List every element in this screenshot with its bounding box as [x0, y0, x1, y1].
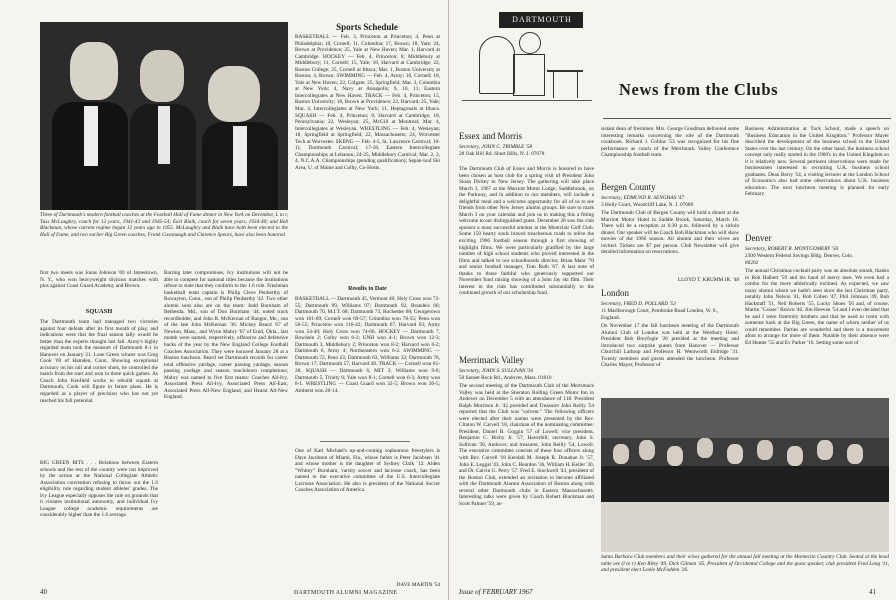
column3-signature: DAVE MARTIN '54 [396, 582, 440, 588]
essex-text: The Dartmouth Club of Essex and Morris is honored to have been chosen as host club for a spring visit of President John Sloan Dickey to New Jersey. The gathering will take place March 3, 1967 at the Marriott Motor Lodge, Saddlebrook, on the Parkway, and in addition to our members, will include a delightful meal and a welcome opportunity for all of us to see friends from other New Jersey alumni groups. Be sure to mark March 3 on your calendar and join us in making this a fitting welcome to our distinguished guest. December 28 saw the club sponsor a most successful smoker at the Montclair Golf Club. Some 150 hearty souls braved treacherous roads to relive the exciting 1966 football season through a first showing of highlight films. We were particularly gratified by the large number of high school students who proved interested in the films and talked to our schoolboards director, Brian Mahr '70 and senior football manager, Tom Ruth '67. A last note of thanks to those faithful who generously supported our November fund raising showing of a John Jay ski film. Their interest in the club has contributed substantially to the continued growth of our scholarship fund. [459, 166, 594, 297]
coaches-photo [40, 22, 288, 210]
column1-squash: The Dartmouth team had managed two victories against four defeats after its first month of play, and indications were that the final season tally would be better than the experts thought last fall. Army's highly regarded team took the measure of Dartmouth 8-1 in Hanover on January 21. Lone Green winner was Greg Cook '69 of Hamden, Conn. Showing exceptional accuracy on his rail and corner shots, he controlled the match from the start and won in three quick games. As Coach John Kenfield works to rebuild squash at Dartmouth, Cook will figure in future plans. He is regarded as a player of precision who has not yet reached his full potential. [40, 319, 158, 404]
left-footer-title: DARTMOUTH ALUMNI MAGAZINE [294, 590, 398, 596]
sports-schedule-title: Sports Schedule [336, 22, 398, 32]
merrimack-heading: Merrimack Valley [459, 355, 525, 365]
denver-secretary: Secretary, ROBERT R. MONTGOMERY '56 [745, 246, 839, 252]
essex-secretary: Secretary, JOHN C. TRIMBLE '58 [459, 144, 533, 150]
results-text: BASKETBALL — Dartmouth 45, Vermont 40; Holy Cross won 72-55; Dartmouth 99, Williams 97; Dartmouth 92, Brandeis 66; Dartmouth 70, M.I.T. 68; Dartmouth 73, Rochester 68; Georgetown won 101-69; Cornell won 69-57; Columbia won 78-55; Penn won 56-55; Princeton won 116-42; Dartmouth 67, Harvard 63; Army won 54-40; Holy Cross won 74-66. HOCKEY — Dartmouth 7, Bowdoin 2; Colby won 6-2; UNH won 4-1; Brown won 12-3; Dartmouth 3, Middlebury 2; Princeton won 8-2; Harvard won 6-2; Dartmouth 6, Army 4; Northeastern won 6-2. SWIMMING — Dartmouth 72, Penn 23; Dartmouth 63, Williams 32; Dartmouth 78, Brown 17; Dartmouth 57, Harvard 38. TRACK — Cornell won 81-28. SQUASH — Dartmouth 6, MIT 3; Williams won 9-0; Dartmouth 5, Trinity 0; Yale won 8-1; Cornell won 6-3; Army won 8-1. WRESTLING — Coast Guard won 32-5; Brown won 30-5; Amherst won 20-14. [295, 296, 440, 394]
merrimack-text: The second meeting of the Dartmouth Club of the Merrimack Valley was held at the Sheraton Rolling Green Motor Inn in Andover on December 5 with an attendance of 118. President Ralph Morrison Jr. '42 presided and Treasurer John Reilly '54 reported that the Club was "solvent." The following officers were elected after their names were presented by the Rev. Clinton W. Carvell '18, chairman of the nominating committee: President, Daniel B. Goggin '57 of Lowell; vice president, Benjamin C. Bixby Jr. '57, Haverhill; secretary, John S. Sullivan '36, Andover; and treasurer, John Reilly '54, Lowell. The executive committee consists of these four officers along with Rev. Carvell '18 Kendall M. Joseph R. Donahue Jr. '57, John E. Leggat '43, John C. Reardon '36, William H. Keller '30, and Dr. Calvin G. Perry '57. Fred E. Stockwell '43, president of the Boston Club, extended an invitation to become affiliated with the Dartmouth Alumni Association of Boston along with several other Dartmouth clubs in Eastern Massachusetts. Interesting talks were given by Coach Robert Blackman and Scott Palmer '59, as- [459, 383, 594, 507]
bergen-text: The Dartmouth Club of Bergen County will hold a dinner at the Marriott Motor Hotel in Saddle Brook, Saturday, March 18. There will be a reception at 6:30 p.m. followed by a sirloin dinner. Our speaker will be Coach Bob Blackman who will show movies of the 1966 season. All alumni and their wives are invited. Tickets are $7 per person. Club Newsletter will give detailed information on reservations. [601, 210, 739, 256]
bergen-address: 3 Holly Court, Woodcliff Lake, N. J. 07680 [601, 202, 694, 208]
coach-figure-right [208, 66, 260, 122]
london-text: On November 17 the fall luncheon meeting of the Dartmouth Alumni Club of London was held at the Westbury Hotel. President Bob Breyfogle '26 presided at the meeting and introduced two surprise guests from Hanover — Professor Churchill Lathrop and Professor H. Wentworth Eldridge '31. Twenty members and guests attended the luncheon. Professor Charles Mayer, Professor of [601, 323, 739, 369]
essex-address: 28 Oak Hill Rd. Short Hills, N. J. 07078 [459, 151, 545, 157]
london-heading: London [601, 288, 629, 298]
page-title: News from the Clubs [619, 80, 779, 99]
denver-text: The annual Christmas cocktail party was an absolute smash, thanks to Bob Halbert '59 and his band of merry men. We even had a combo for the more athletically inclined. As expected, we saw many alumni whom we hadn't seen since the last Christmas party, notably John Nelson '41, Bob Cohen '47, Phil Johnson '49, Bob Hackstaff '51, Neil Roberts '55, Lucky Shoes '56 and, of course, Martin "Goose" Brown '46. Jim Hoeven '54 and I even decided that he and I were fraternity brothers and that he used to room with someone back at the Big Green, the name of whom neither of us could remember. Parties are wonderful and there is a movement afoot to arrange for more of them. Notable by their absence were Ed Hunter '55 and Ev Parker '16. Setting some sort of [745, 268, 889, 347]
bergen-secretary: Secretary, EDMUND R. SENGHAS '47 [601, 195, 685, 201]
column1-intro: first two meets was Jonas Johnson '69 of Jamestown, N. Y., who won heavyweight division matches with pins against Coast Guard Academy and Brown. [40, 270, 158, 290]
clubs-masthead-graphic [457, 12, 597, 114]
column-c-continuation: Business Administration at Tuck School, made a speech on "Business Education in the United Kingdom." Professor Mayer described the development of the business school in the United States over the last century. On the other hand, the business school concept only really started in the 1960's in the United Kingdom so it is relatively new. Several pertinent observations were made for businessmen interested in recruiting U.K. business school graduates. Dean Berry '54, a visiting lecturer at the London School of Economics also had some observations about U.K. business education. The next luncheon meeting is planned for early February. [745, 126, 889, 198]
santa-barbara-photo [601, 398, 889, 552]
coaches-photo-caption: Three of Dartmouth's modern football coaches at the Football Hall of Fame dinner in New York on December, L to r, Tuss McLaughry, coach for 12 years, 1941-42 and 1945-54; Earl Blaik, coach for seven years, 1934-40; and Bob Blackman, whose current regime began 12 years ago in 1955. McLaughry and Blaik have both been elected to the Hall of Fame, and two earlier Big Green coaches, Frank Cavanaugh and Clarence Spears, have also been honored. [40, 212, 288, 238]
coach-figure-left [70, 42, 118, 100]
left-page-number: 40 [40, 588, 47, 596]
column1-big-green-bits: BIG GREEN BITS . . . Relations between Eastern schools and the rest of the country were not improved by the action at the National Collegiate Athletic Association convention refusing to throw out the 1.6 eligibility rule regarding student athletes' grades. The Ivy League especially opposes the rule on grounds that it violates institutional autonomy, and individual Ivy League college academic requirements are considerably higher than the 1.6 average. [40, 460, 158, 519]
merrimack-secretary: Secretary, JOHN S. SULLIVAN '36 [459, 368, 534, 374]
right-page [448, 0, 896, 600]
sports-schedule-text: BASKETBALL — Feb. 3, Princeton at Princeton; 4, Penn at Philadelphia; 10, Cornell; 11, Columbia; 17, Brown; 18, Yale; 24, Brown at Providence; 25, Yale at New Haven; Mar. 1, Harvard at Cambridge. HOCKEY — Feb. 4, Princeton; 8, Middlebury at Middlebury; 11, Cornell; 15, Yale; 18, Harvard at Cambridge; 22, Boston College; 25, Cornell at Ithaca; Mar. 1, Boston University at Boston; 4, Brown. SWIMMING — Feb. 4, Army; 10, Cornell; 18, Yale at New Haven; 22, Colgate; 25, Springfield; Mar. 3, Columbia at New York; 4, Navy at Annapolis; 9, 10, 11, Eastern Intercollegiates at New Haven. TRACK — Feb. 4, Princeton; 15, Boston University; 18, Brown at Providence; 22, Harvard; 25, Yale; Mar. 4, Intercollegiates at New York; 11, Heptagonals at Ithaca. SQUASH — Feb. 4, Princeton; 8, Harvard at Cambridge; 18, Pennsylvania; 22, Wesleyan; 25, McGill at Montreal; Mar. 4, Intercollegiates at Wesleyan. WRESTLING — Feb. 4, Wesleyan; 18, Springfield at Springfield; 22, Massachusetts; 24, Worcester Tech at Worcester. SKIING — Feb. 4-5, St. Lawrence Carnival; 10-11, Dartmouth Carnival; 17-18, Eastern Intercollegiate Championships at Lebanon; 24-25, Middlebury Carnival; Mar. 2, 3, 4, N.C.A.A. Championships (pending qualification); Sepan-loaf Ski Area, U. of Maine and Colby, Co-Hosts. [295, 34, 440, 171]
right-footer-issue: Issue of FEBRUARY 1967 [459, 588, 533, 596]
right-page-number: 41 [869, 588, 876, 596]
results-divider [320, 441, 410, 442]
title-rule [603, 118, 891, 119]
coach-figure-middle [140, 50, 184, 102]
london-secretary: Secretary, FRED D. POLLARD '53 [601, 301, 676, 307]
essex-heading: Essex and Morris [459, 131, 522, 141]
bergen-heading: Bergen County [601, 182, 656, 192]
column-b-continuation: sistant dean of freshmen. Mrs. George Goodman delivered some interesting remarks concerning the role of the Dartmouth cookbook. Richard J. Collins '53 was recognized for his fine performance as coach of the Merrimack Valley Conference Championship football team. [601, 126, 739, 159]
denver-heading: Denver [745, 233, 772, 243]
santa-barbara-caption: Santa Barbara Club members and their wives gathered for the annual fall meeting at the Montecito Country Club. Seated at the head table are (l to r) Ken Riley '49, Dick Gilman '45, President of Occidental College and the guest speaker, club president Fred Long '11, and president elect Leslie McFadden '26. [601, 554, 889, 573]
column3-text: One of Karl Michael's up-and-coming sophomore freestylers is Dave Jacobsen of Miami, Fla., whose father is Peter Jacobsen '41 and whose mother is the daughter of Sydney Clark '12. Alden "Whitey" Burnham, varsity soccer and lacrosse coach, has been named to the executive committee of the U.S. Intercollegiate Lacrosse Association. He also is president of the National Soccer Coaches Association of America. [295, 448, 440, 494]
merrimack-address: 50 Sunset Rock Rd., Andover, Mass. 01810 [459, 375, 552, 381]
masthead-label: DARTMOUTH [512, 15, 572, 24]
london-address: 11 Marlborough Court, Pembroke Road London, W. 8., England. [601, 308, 719, 321]
denver-address: 2300 Western Federal Savings Bldg. Denver, Colo. 80202 [745, 253, 854, 266]
column2-text: Barring later compromises, Ivy institutions will not be able to compete for national titles because the institutions refuse to state that they conform to the 1.6 rule. Freshman basketball team captain is Philip Cleve Penberthy of Rowayton, Conn., son of Philip Penberthy '42. Two other alumni sons also are on the team: Judd Burnham of Bethesda, Md., son of Don Burnham '44, noted track recordholder, and John R. McKernan of Bangor, Me., son of the late John McKernan '36. Mickey Beard '67 of Newton, Mass., and Wynn Mabry '67 of Enid, Okla., last month were named, respectively, offensive and defensive backs of the year by the New England College Football Coaches Association. They were honored January 28 at a Boston luncheon. Beard set Dartmouth records for career total offensive yardage, career passing yardage, season passing yardage and season touchdown completions; Mabry was named to five first teams: Coaches All-Ivy, Associated Press All-Ivy, Associated Press All-East, Associated Press All-New England, and Hearst All-New England. [164, 270, 288, 401]
squash-heading: SQUASH [85, 308, 113, 315]
results-title: Results to Date [348, 286, 387, 292]
bergen-signature: LLOYD T. KRUMM JR. '48 [677, 277, 739, 283]
